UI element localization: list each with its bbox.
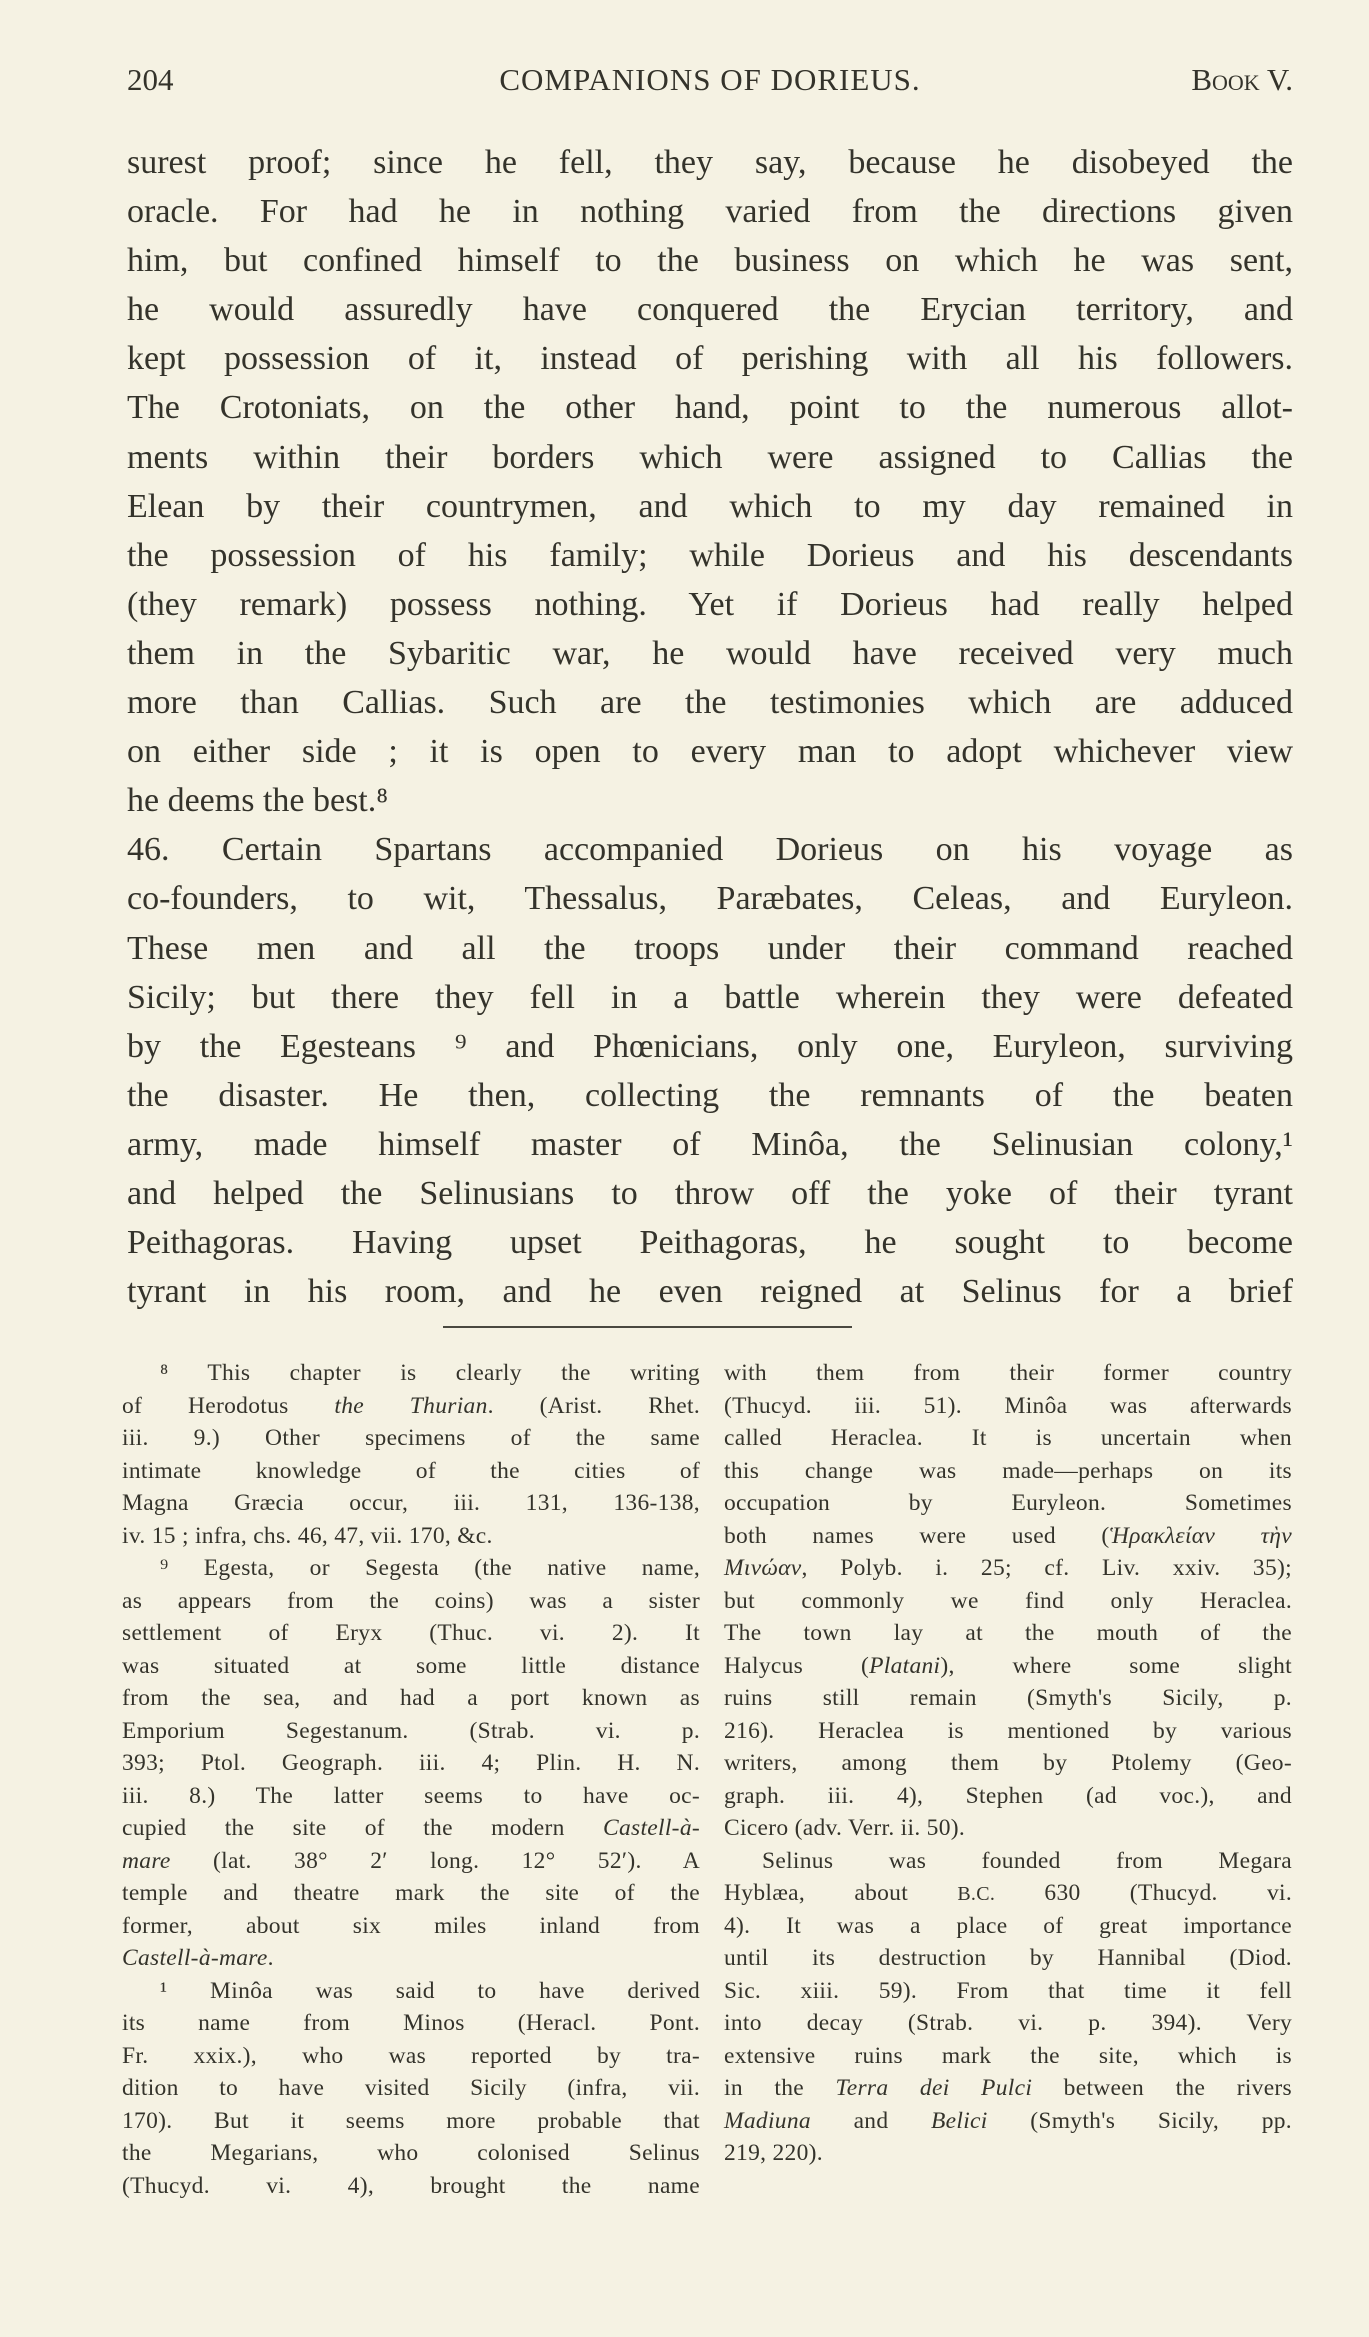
text-line (122, 2040, 700, 2073)
text-segment: both names were used ( (724, 1522, 1110, 1549)
text-line (724, 1942, 1292, 1975)
text-segment: Halycus ( (724, 1652, 870, 1679)
text-segment: the possession of his family; while Dorieus and his descendants (127, 536, 1293, 574)
text-line (122, 1942, 700, 1975)
text-line (122, 2105, 700, 2138)
text-segment: , Polyb. i. 25; cf. Liv. xxiv. 35); (801, 1555, 1292, 1581)
text-segment: tyrant in his room, and he even reigned at Selinus for a brief (127, 1273, 1293, 1311)
text-segment: settlement of Eryx (Thuc. vi. 2). It (122, 1620, 700, 1646)
text-segment: These men and all the troops under their command reached (127, 929, 1293, 967)
text-line (127, 334, 1293, 383)
text-line (724, 2072, 1292, 2105)
italic-text: Μινώαν (724, 1555, 802, 1581)
text-segment: its name from Minos (Heracl. Pont. (122, 2010, 700, 2036)
text-segment: but commonly we find only Heraclea. (724, 1587, 1292, 1614)
text-line (724, 1682, 1292, 1715)
text-segment: iii. 8.) The latter seems to have oc- (122, 1782, 700, 1809)
text-segment: from the sea, and had a port known as (122, 1685, 700, 1711)
text-line (122, 1747, 700, 1780)
text-segment: (Smyth's Sicily, pp. (987, 2107, 1292, 2134)
text-line (724, 2040, 1292, 2073)
italic-text: Madiuna (724, 2107, 811, 2134)
text-line (122, 1487, 700, 1520)
text-segment: Peithagoras. Having upset Peithagoras, he sought to become (127, 1224, 1293, 1262)
text-line (724, 1487, 1292, 1520)
text-segment: ⁹ Egesta, or Segesta (the native name, (160, 1555, 700, 1581)
text-line (127, 482, 1293, 531)
text-segment: ments within their borders which were assigned to Callias the (127, 438, 1293, 476)
text-line (724, 2007, 1292, 2040)
text-line (122, 1552, 700, 1585)
text-line (724, 1780, 1292, 1813)
text-line (122, 2170, 700, 2203)
text-segment: Cicero (adv. Verr. ii. 50). (724, 1815, 966, 1841)
text-segment: into decay (Strab. vi. p. 394). Very (724, 2010, 1292, 2036)
text-segment: (Thucyd. vi. 4), brought the name (122, 2172, 700, 2199)
text-line (724, 1910, 1292, 1943)
text-line (724, 1520, 1292, 1553)
text-line (127, 1120, 1293, 1169)
text-segment: The Crotoniats, on the other hand, point to the numerous allot- (127, 389, 1293, 427)
text-line (127, 678, 1293, 727)
text-line (127, 138, 1293, 187)
text-line (127, 1071, 1293, 1120)
text-segment: The town lay at the mouth of the (724, 1620, 1292, 1646)
text-segment: ¹ Minôa was said to have derived (160, 1977, 700, 2004)
text-line (127, 1218, 1293, 1267)
text-segment: Sicily; but there they fell in a battle wherein they were defeated (127, 978, 1293, 1016)
text-line (724, 1552, 1292, 1585)
text-segment: Fr. xxix.), who was reported by tra- (122, 2042, 700, 2069)
text-line (122, 1715, 700, 1748)
text-line (122, 1617, 700, 1650)
text-segment: temple and theatre mark the site of the (122, 1880, 700, 1906)
text-segment: ), where some slight (940, 1652, 1292, 1679)
text-line (724, 1617, 1292, 1650)
text-segment: surest proof; since he fell, they say, because he disobeyed the (127, 144, 1293, 181)
text-line (127, 285, 1293, 334)
text-segment: until its destruction by Hannibal (Diod. (724, 1945, 1292, 1971)
text-segment: writers, among them by Ptolemy (Geo- (724, 1750, 1292, 1776)
text-segment: (Thucyd. iii. 51). Minôa was afterwards (724, 1392, 1292, 1419)
text-segment: Magna Græcia occur, iii. 131, 136-138, (122, 1490, 700, 1516)
text-line (724, 1455, 1292, 1488)
text-segment: cupied the site of the modern (122, 1815, 603, 1841)
text-segment: Sic. xiii. 59). From that time it fell (724, 1977, 1292, 2004)
text-line (122, 1390, 700, 1423)
text-segment: 393; Ptol. Geograph. iii. 4; Plin. H. N. (122, 1750, 700, 1776)
text-segment: by the Egesteans ⁹ and Phœnicians, only one, Euryleon, surviving (127, 1027, 1293, 1065)
text-line (127, 924, 1293, 973)
running-header (127, 62, 1293, 106)
italic-text: Terra dei Pulci (835, 2075, 1033, 2101)
text-segment: occupation by Euryleon. Sometimes (724, 1490, 1292, 1516)
text-line (122, 1812, 700, 1845)
text-line (122, 1682, 700, 1715)
text-segment: in the (724, 2075, 836, 2101)
text-segment: co-founders, to wit, Thessalus, Paræbates, Celeas, and Euryleon. (127, 880, 1293, 918)
footnotes-right-column (724, 1357, 1292, 2170)
text-line (122, 1520, 700, 1553)
text-line (127, 1267, 1293, 1316)
text-line (724, 1357, 1292, 1390)
text-segment: 4). It was a place of great importance (724, 1912, 1292, 1939)
running-title: COMPANIONS OF DORIEUS. (499, 62, 921, 97)
text-line (724, 1650, 1292, 1683)
text-line (127, 1022, 1293, 1071)
text-segment: as appears from the coins) was a sister (122, 1587, 700, 1614)
text-segment: and (810, 2107, 932, 2134)
text-segment: (they remark) possess nothing. Yet if Dorieus had really helped (127, 585, 1293, 623)
text-line (127, 874, 1293, 923)
text-segment: kept possession of it, instead of perishing with all his followers. (127, 340, 1293, 378)
text-line (724, 2137, 1292, 2170)
text-line (127, 973, 1293, 1022)
text-segment: iii. 9.) Other specimens of the same (122, 1425, 700, 1451)
small-caps-text: B.C. (957, 1883, 996, 1905)
text-line (724, 1390, 1292, 1423)
text-segment: and helped the Selinusians to throw off the yoke of their tyrant (127, 1174, 1293, 1212)
text-line (724, 2105, 1292, 2138)
text-segment: intimate knowledge of the cities of (122, 1457, 700, 1484)
text-segment: army, made himself master of Minôa, the Selinusian colony,¹ (127, 1125, 1293, 1163)
text-segment: oracle. For had he in nothing varied from the directions given (127, 193, 1293, 231)
text-line (724, 1422, 1292, 1455)
text-segment: this change was made—perhaps on its (724, 1457, 1292, 1484)
text-line (127, 236, 1293, 285)
text-segment: iv. 15 ; infra, chs. 46, 47, vii. 170, &c. (122, 1522, 493, 1549)
text-segment: the Megarians, who colonised Selinus (122, 2140, 700, 2166)
text-segment: extensive ruins mark the site, which is (724, 2042, 1292, 2069)
italic-text: Castell-à-mare (122, 1945, 268, 1971)
text-segment: Emporium Segestanum. (Strab. vi. p. (122, 1717, 700, 1744)
text-segment: Selinus was founded from Megara (762, 1847, 1292, 1874)
text-line (122, 1845, 700, 1878)
text-line (122, 1585, 700, 1618)
text-line (122, 1422, 700, 1455)
text-segment: 630 (Thucyd. vi. (995, 1880, 1292, 1906)
italic-text: the Thurian (334, 1392, 488, 1419)
italic-text: Belici (931, 2107, 988, 2134)
text-line (127, 383, 1293, 432)
text-segment: (lat. 38° 2′ long. 12° 52′). A (170, 1847, 700, 1874)
text-line (724, 1812, 1292, 1845)
text-line (724, 1845, 1292, 1878)
text-line (122, 1650, 700, 1683)
italic-text: mare (122, 1847, 171, 1874)
text-line (122, 2137, 700, 2170)
text-line (724, 1975, 1292, 2008)
text-line (127, 1169, 1293, 1218)
text-line (127, 531, 1293, 580)
text-line (127, 776, 1293, 825)
text-line (122, 1877, 700, 1910)
text-line (122, 1910, 700, 1943)
text-line (127, 580, 1293, 629)
italic-text: Platani (869, 1652, 941, 1679)
text-segment: 170). But it seems more probable that (122, 2107, 700, 2134)
text-segment: called Heraclea. It is uncertain when (724, 1425, 1292, 1451)
text-line (122, 1357, 700, 1390)
italic-text: Castell-à- (603, 1815, 700, 1841)
text-segment: more than Callias. Such are the testimonies which are adduced (127, 684, 1293, 722)
footnote-divider (443, 1326, 852, 1328)
text-line (127, 187, 1293, 236)
text-segment: on either side ; it is open to every man to adopt whichever view (127, 733, 1293, 771)
text-line (724, 1747, 1292, 1780)
text-segment: former, about six miles inland from (122, 1912, 700, 1939)
page-number: 204 (127, 62, 174, 97)
main-text (127, 138, 1293, 1316)
text-segment: 216). Heraclea is mentioned by various (724, 1717, 1292, 1744)
text-segment: them in the Sybaritic war, he would have received very much (127, 634, 1293, 672)
text-segment: 46. Certain Spartans accompanied Dorieus on his voyage as (127, 831, 1293, 869)
text-segment: him, but confined himself to the business on which he was sent, (127, 242, 1293, 280)
text-line (122, 1780, 700, 1813)
footnotes-left-column (122, 1357, 700, 2202)
text-segment: he deems the best.⁸ (127, 782, 389, 820)
text-line (724, 1585, 1292, 1618)
text-line (122, 2007, 700, 2040)
text-line (724, 1715, 1292, 1748)
text-segment: between the rivers (1032, 2075, 1293, 2101)
text-segment: Hyblæa, about (724, 1880, 958, 1906)
text-line (122, 1455, 700, 1488)
text-segment: ⁸ This chapter is clearly the writing (160, 1360, 700, 1386)
text-line (724, 1877, 1292, 1910)
text-line (127, 727, 1293, 776)
italic-text: Ἡρακλείαν τὴν (1109, 1522, 1292, 1549)
text-segment: he would assuredly have conquered the Erycian territory, and (127, 291, 1293, 329)
text-segment: of Herodotus (122, 1392, 335, 1419)
text-line (122, 2072, 700, 2105)
text-segment: was situated at some little distance (122, 1652, 700, 1679)
book-label: Book V. (1191, 62, 1293, 97)
text-segment: the disaster. He then, collecting the remnants of the beaten (127, 1076, 1293, 1114)
text-segment: . (267, 1945, 274, 1971)
text-segment: Elean by their countrymen, and which to my day remained in (127, 487, 1293, 525)
text-line (127, 433, 1293, 482)
text-segment: 219, 220). (724, 2140, 823, 2166)
text-segment: ruins still remain (Smyth's Sicily, p. (724, 1685, 1292, 1711)
text-line (127, 629, 1293, 678)
text-line (122, 1975, 700, 2008)
text-segment: with them from their former country (724, 1360, 1292, 1386)
text-segment: . (Arist. Rhet. (487, 1392, 700, 1419)
text-segment: dition to have visited Sicily (infra, vii. (122, 2075, 700, 2101)
text-line (127, 825, 1293, 874)
text-segment: graph. iii. 4), Stephen (ad voc.), and (724, 1782, 1292, 1809)
